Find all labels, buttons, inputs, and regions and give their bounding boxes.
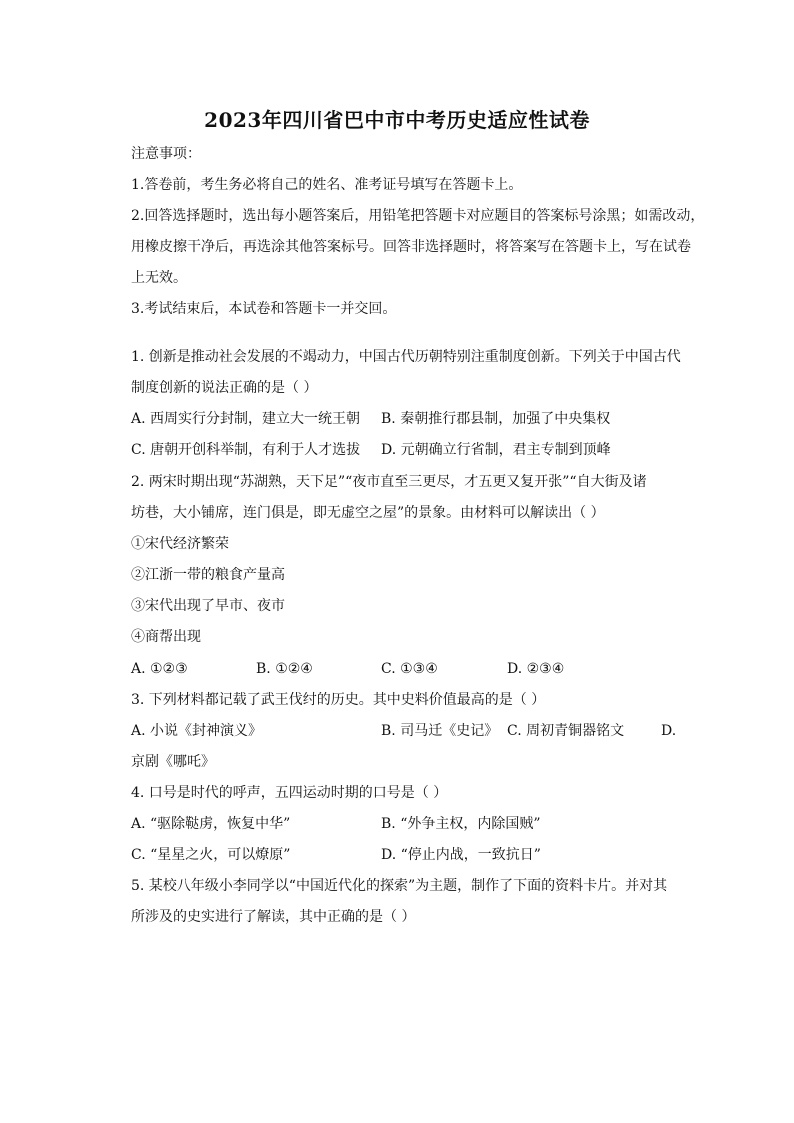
q1-option-a: A. 西周实行分封制，建立大一统王朝 (131, 411, 361, 427)
note-item-1: 1.答卷前，考生务必将自己的姓名、准考证号填写在答题卡上。 (131, 177, 523, 193)
q4-option-d: D. “停止内战，一致抗日” (381, 847, 541, 863)
q2-stem-line2: 坊巷，大小铺席，连门俱是，即无虚空之屋”的景象。由材料可以解读出（ ） (131, 505, 605, 521)
q2-item-3: ③宋代出现了早市、夜市 (131, 598, 285, 614)
q3-option-d-text: 京剧《哪吒》 (131, 754, 215, 770)
q2-option-a: A. ①②③ (131, 661, 188, 677)
q5-stem-line1: 5. 某校八年级小李同学以“中国近代化的探索”为主题，制作了下面的资料卡片。并对其 (131, 878, 668, 894)
q3-option-b: B. 司马迁《史记》 (381, 723, 499, 739)
q2-stem-line1: 2. 两宋时期出现“苏湖熟，天下足”“夜市直至三更尽，才五更又复开张”“自大街及诸 (131, 474, 647, 490)
q2-item-2: ②江浙一带的粮食产量高 (131, 567, 285, 583)
note-item-3: 3.考试结束后，本试卷和答题卡一并交回。 (131, 301, 397, 317)
note-item-2-end: 上无效。 (131, 270, 187, 286)
q1-option-d: D. 元朝确立行省制，君主专制到顶峰 (381, 442, 611, 458)
q4-stem: 4. 口号是时代的呼声，五四运动时期的口号是（ ） (131, 785, 448, 801)
note-item-2: 2.回答选择题时，选出每小题答案后，用铅笔把答题卡对应题目的答案标号涂黑；如需改动， (131, 208, 705, 224)
q5-stem-line2: 所涉及的史实进行了解读，其中正确的是（ ） (131, 909, 416, 925)
q1-stem-line1: 1. 创新是推动社会发展的不竭动力，中国古代历朝特别注重制度创新。下列关于中国古代 (131, 349, 681, 365)
page-title: 2023年四川省巴中市中考历史适应性试卷 (204, 108, 590, 132)
notes-heading: 注意事项： (131, 146, 201, 162)
q1-stem-line2: 制度创新的说法正确的是（ ） (131, 380, 318, 396)
q3-option-a: A. 小说《封神演义》 (131, 723, 263, 739)
q4-option-b: B. “外争主权，内除国贼” (381, 816, 541, 832)
q2-option-b: B. ①②④ (256, 661, 313, 677)
q2-item-4: ④商帮出现 (131, 629, 201, 645)
q3-option-d-label: D. (661, 723, 677, 739)
q4-option-c: C. “星星之火，可以燎原” (131, 847, 291, 863)
q1-option-c: C. 唐朝开创科举制，有利于人才选拔 (131, 442, 361, 458)
q1-option-b: B. 秦朝推行郡县制，加强了中央集权 (381, 411, 611, 427)
q3-stem: 3. 下列材料都记载了武王伐纣的历史。其中史料价值最高的是（ ） (131, 692, 546, 708)
q2-item-1: ①宋代经济繁荣 (131, 536, 229, 552)
q3-option-c: C. 周初青铜器铭文 (507, 723, 625, 739)
q4-option-a: A. “驱除鞑虏，恢复中华” (131, 816, 291, 832)
q2-option-c: C. ①③④ (381, 661, 438, 677)
note-item-2-cont: 用橡皮擦干净后，再选涂其他答案标号。回答非选择题时，将答案写在答题卡上，写在试卷 (131, 239, 691, 255)
q2-option-d: D. ②③④ (507, 661, 565, 677)
